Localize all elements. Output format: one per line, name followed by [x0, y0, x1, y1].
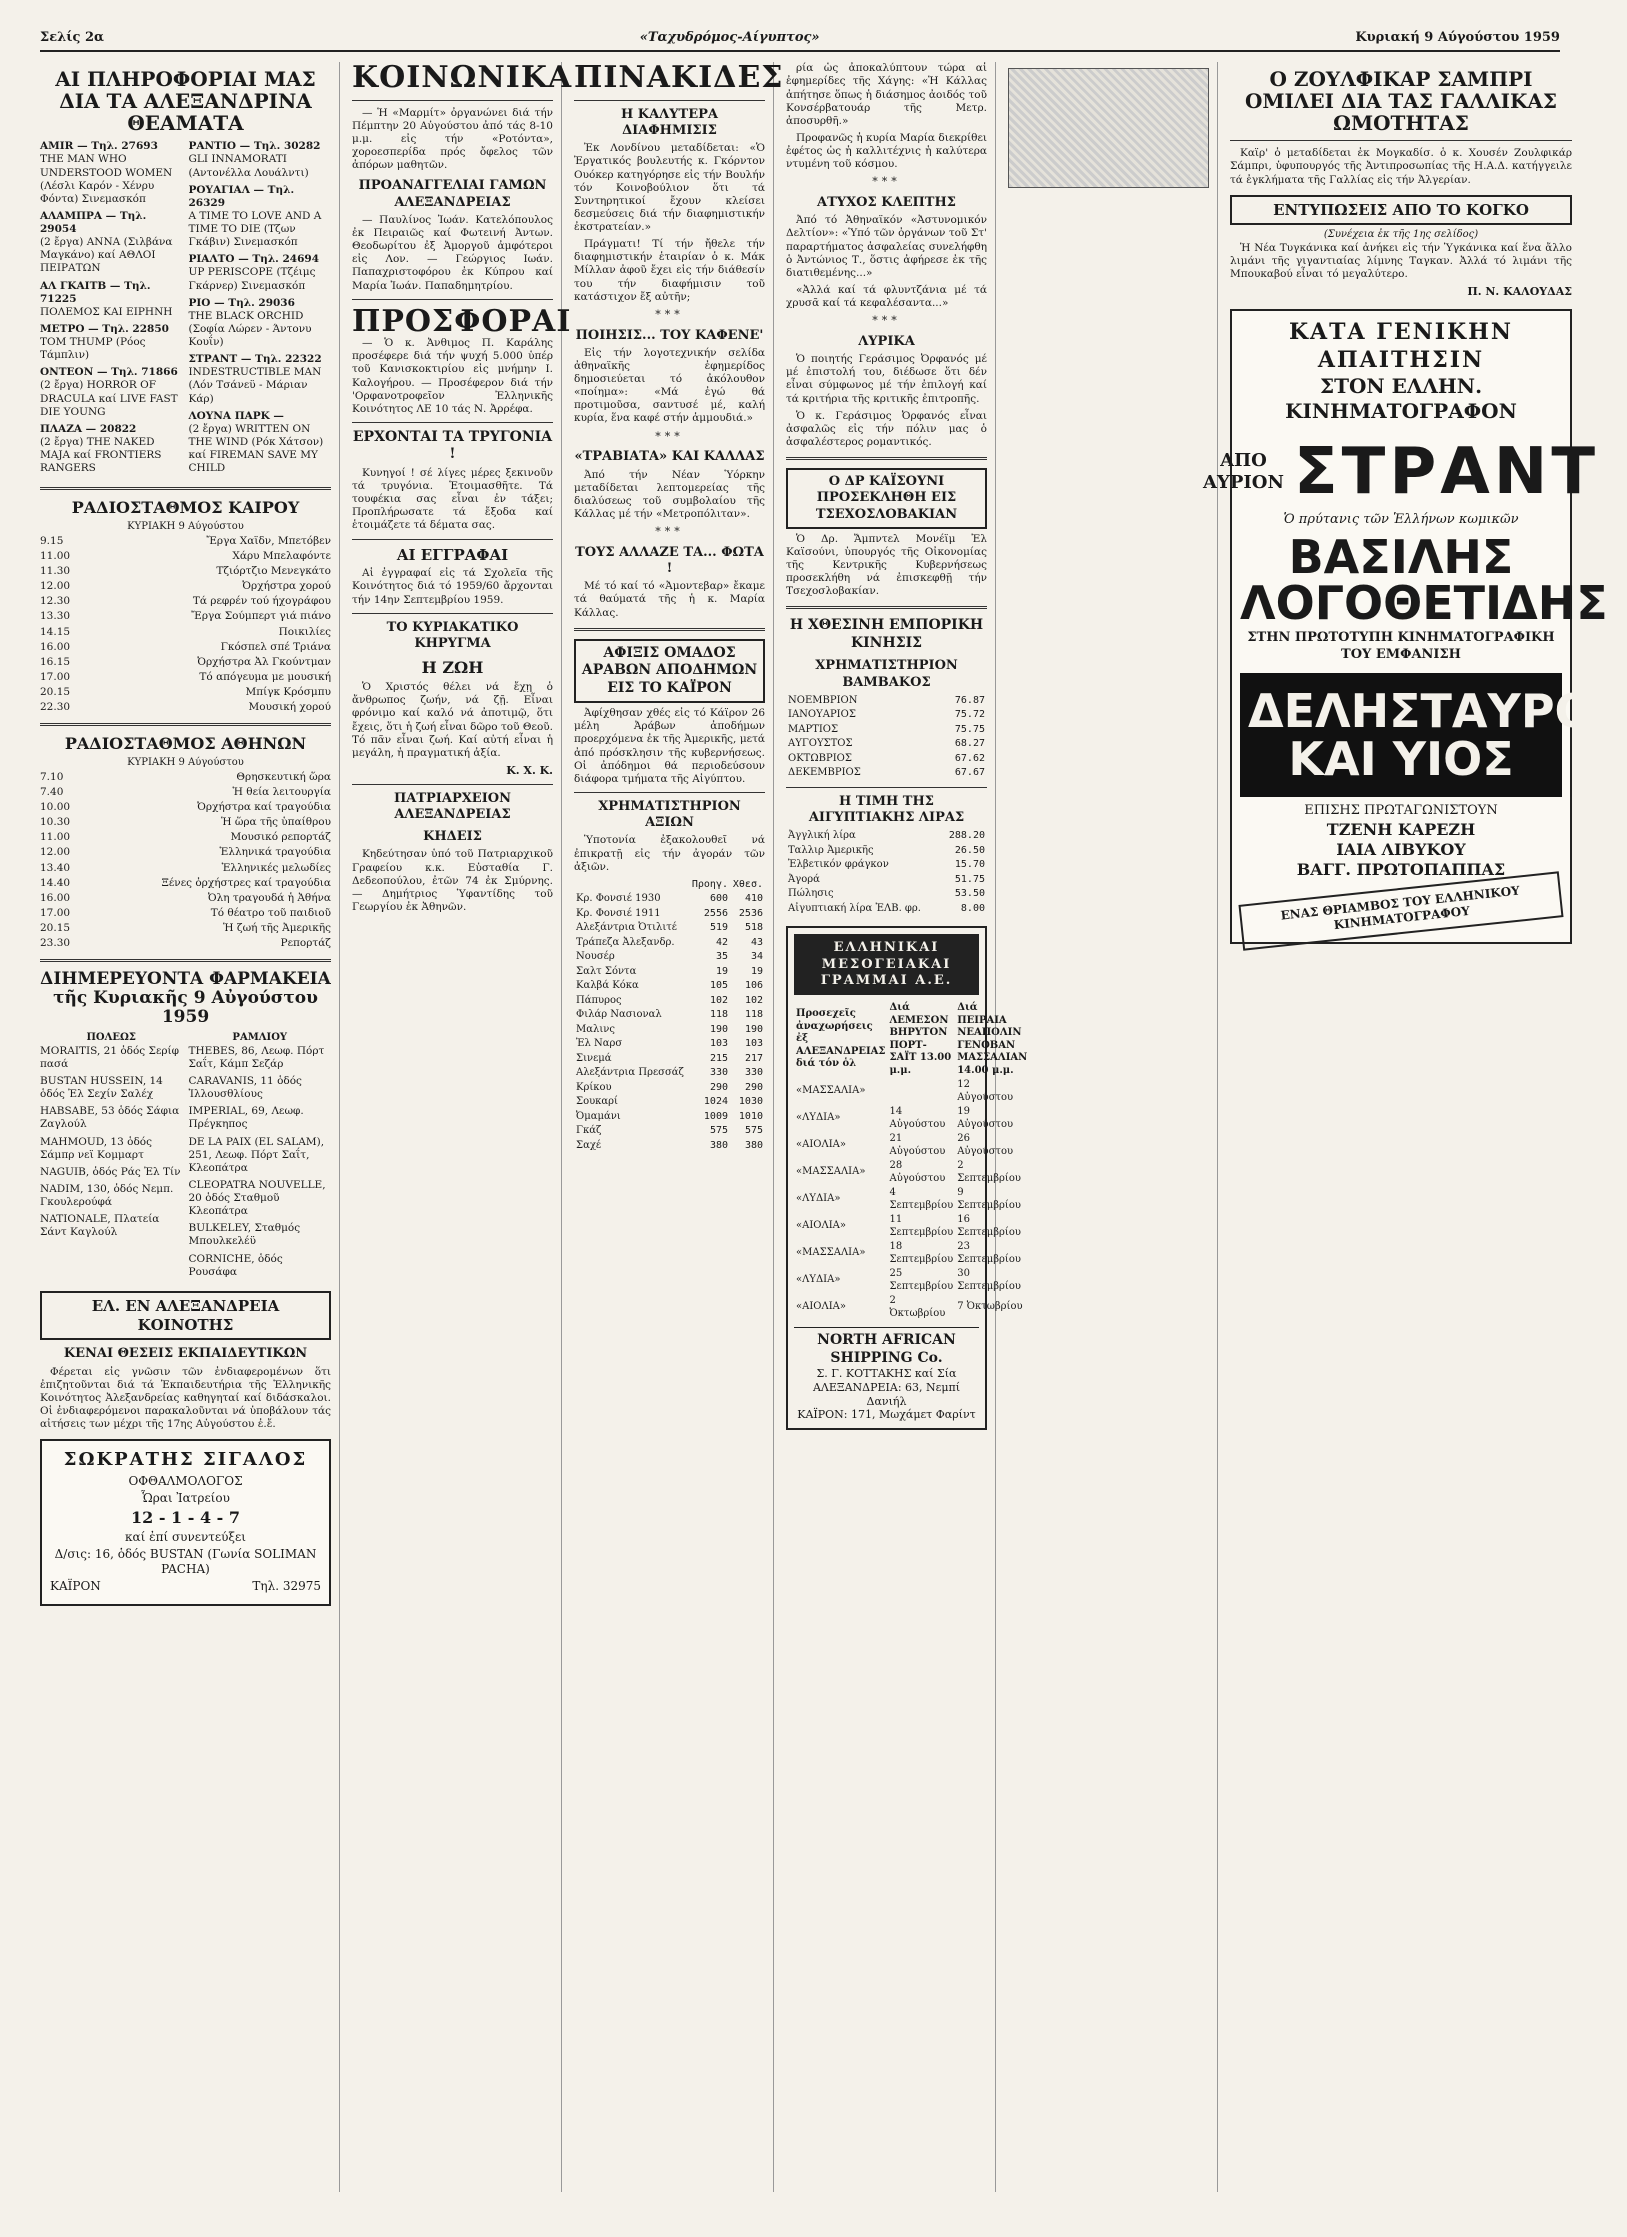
- agent-line: Σ. Γ. ΚΟΤΤΑΚΗΣ καί Σία: [816, 1367, 957, 1381]
- table-row: «ΑΙΟΛΙΑ» 21 Αὐγούστου 26 Αὐγούστου: [796, 1133, 1014, 1157]
- list-item: 23.30 Ρεπορτάζ: [40, 937, 331, 950]
- cinema-ad: [1203, 309, 1627, 944]
- doctor-hours-label: Ὧραι Ἰατρείου: [141, 1490, 230, 1505]
- table-row: Αλεξάντρια Πρεσσάζ 330 330: [576, 1067, 763, 1079]
- list-item: 17.00 Τό θέατρο τοῦ παιδιοῦ: [40, 906, 331, 919]
- notes-text: ρία ὡς ἀποκαλύπτουν τώρα αἱ ἐφημερίδες τῆς Χάγης: «Ἡ Κάλλας ἀπήτησε ὅπως ἡ διάσημος ἀοιδός τοῦ Κονσέρβατουάρ τῆς Μετρ. ἀποσυρθῆ.»: [786, 62, 987, 127]
- list-item: MORAITIS, 21 ὁδός Σερίφ πασά: [40, 1044, 180, 1070]
- market-title: Η ΧΘΕΣΙΝΗ ΕΜΠΟΡΙΚΗ ΚΙΝΗΣΙΣ: [789, 617, 984, 651]
- community-title: ΕΛ. ΕΝ ΑΛΕΞΑΝΔΡΕΙΑ ΚΟΙΝΟΤΗΣ: [40, 1291, 331, 1341]
- table-row: Ἀγγλική λίρα 288.20: [788, 830, 985, 842]
- table-row: «ΑΙΟΛΙΑ» 2 Ὀκτωβρίου 7 Ὀκτωβρίου: [796, 1295, 1023, 1319]
- list-item: 20.15 Μπίγκ Κρόσμπυ: [40, 686, 331, 698]
- issue-date: Κυριακή 9 Αύγούστου 1959: [1355, 30, 1560, 45]
- table-row: Κρίκου 290 290: [576, 1081, 763, 1093]
- patriarchate-text: Κηδεύτησαν ὑπό τοῦ Πατριαρχικοῦ Γραφείου κ.κ. Εὐσταθία Γ. Δεδεοπούλου, ἐτῶν 74 ἐκ Σμύρνης. — Δημήτριος Ὑφαντίδης τοῦ Γεωργίου ἐκ Ἀθηνῶν.: [352, 848, 553, 913]
- table-row: ΟΚΤΩΒΡΙΟΣ 67.62: [788, 752, 985, 764]
- theatre-item: ΑΛ ΓΚΑΙΤΒ — Τηλ. 71225 ΠΟΛΕΜΟΣ ΚΑΙ ΕΙΡΗΝΗ: [40, 279, 173, 318]
- agent-line: ΑΛΕΞΑΝΔΡΕΙΑ: 63, Νεμπί Δανιήλ: [812, 1380, 961, 1408]
- divider-stars: ***: [872, 175, 901, 189]
- cotton-table: [786, 694, 987, 781]
- stock-title: ΧΡΗΜΑΤΙΣΤΗΡΙΟΝ ΑΞΙΩΝ: [598, 798, 741, 831]
- pound-table: [786, 829, 987, 916]
- agent-line: ΚΑΪΡΟΝ: 171, Μωχάμετ Φαρίντ: [797, 1408, 976, 1422]
- table-row: Ἀγορά 51.75: [788, 873, 985, 885]
- table-row: Σουκαρί 1024 1030: [576, 1096, 763, 1108]
- list-item: NATIONALE, Πλατεία Σάντ Καγλούλ: [40, 1213, 160, 1239]
- shipping-table: [794, 1001, 1029, 1321]
- doctor-address: Δ/σις: 16, ὁδός BUSTAN (Γωνία SOLIMAN PACHA): [54, 1546, 317, 1576]
- masthead: [40, 30, 1560, 52]
- table-row: ΔΕΚΕΜΒΡΙΟΣ 67.67: [788, 767, 985, 779]
- pharmacy-city: [40, 1032, 183, 1283]
- list-item: 13.40 Ἑλληνικές μελωδίες: [40, 861, 331, 874]
- list-item: 14.40 Ξένες ὀρχήστρες καί τραγούδια: [40, 876, 331, 889]
- agent-name: NORTH AFRICAN SHIPPING Co.: [817, 1332, 956, 1366]
- table-row: Ταλλιρ Ἀμερικῆς 26.50: [788, 844, 985, 856]
- cinema-cast: [1240, 803, 1562, 879]
- column-right: [1203, 62, 1627, 2192]
- theatre-item: ΠΛΑΖΑ — 20822 (2 ἔργα) THE NAKED MAJA καί FRONTIERS RANGERS: [40, 422, 162, 475]
- cinema-badge: ΕΝΑΣ ΘΡΙΑΜΒΟΣ ΤΟΥ ΕΛΛΗΝΙΚΟΥ ΚΙΝΗΜΑΤΟΓΡΑΦΟΥ: [1238, 871, 1563, 950]
- table-row: Φιλάρ Νασιοναλ 118 118: [576, 1009, 763, 1021]
- list-item: DE LA PAIX (EL SALAM), 251, Λεωφ. Πόρτ Σαΐτ, Κλεοπάτρα: [188, 1135, 325, 1174]
- radio-cairo-day: ΚΥΡΙΑΚΗ 9 Αύγούστου: [127, 521, 244, 533]
- theatre-list-right: [189, 140, 332, 479]
- notes-text: Ὁ ποιητής Γεράσιμος Ὀρφανός μέ μέ ἐπιστολή του, διέδωσε ὅτι δέν εἶναι σύμφωνος μέ τήν ἐπιλογή καί τά κριτήρια τῆς κριτικῆς ἐπιτροπῆς.: [786, 353, 987, 405]
- list-item: 11.30 Τζιόρτζιο Μενεγκάτο: [40, 565, 331, 577]
- pharmacy-col-head: ΡΑΜΛΙΟΥ: [232, 1032, 288, 1044]
- list-item: 22.30 Μουσική χορού: [40, 701, 331, 714]
- community-text: Φέρεται εἰς γνῶσιν τῶν ἐνδιαφερομένων ὅτι ἐπιζητοῦνται διά τά Ἐκπαιδευτήρια τῆς Ἑλληνικῆς Κοινότητος Ἀλεξανδρείας καθηγηταί καί διδάσκαλοι. Οἱ ἐνδιαφερόμενοι παρακαλοῦνται νά ὑποβάλουν τάς αἰτήσεις των μέχρι τῆς 17ης Αὐγούστου ἐ.ἔ.: [40, 1365, 331, 1431]
- table-row: Σαλτ Σόντα 19 19: [576, 965, 763, 977]
- list-item: 11.00 Χάρυ Μπελαφόντε: [40, 549, 331, 562]
- divider-stars: ***: [872, 314, 901, 328]
- notes-heading: «ΤΡΑΒΙΑΤΑ» ΚΑΙ ΚΑΛΛΑΣ: [574, 449, 765, 465]
- column-theatres: [40, 62, 340, 2192]
- patriarchate-subtitle: ΚΗΔΕΙΣ: [423, 829, 482, 845]
- list-item: BULKELEY, Σταθμός Μπουλκελέϋ: [188, 1222, 301, 1248]
- photo-placeholder: [1008, 68, 1209, 188]
- table-row: Γκάζ 575 575: [576, 1125, 763, 1137]
- radio-cairo-title: ΡΑΔΙΟΣΤΑΘΜΟΣ ΚΑΙΡΟΥ: [71, 498, 300, 518]
- cinema-from: ΑΠΟ ΑΥΡΙΟΝ: [1203, 449, 1284, 493]
- theatre-listings: [40, 140, 331, 479]
- social-title: ΚΟΙΝΩΝΙΚΑ: [352, 60, 573, 96]
- list-item: 12.00 Ἑλληνικά τραγούδια: [40, 846, 331, 859]
- notes-text: Εἰς τήν λογοτεχνικήν σελίδα ἀθηναϊκῆς ἐφημερίδος δημοσιεύεται τό ἀκόλουθον «ποίημα»: «Μά ἐγώ θά προτιμοῦσα, σαντυσέ μέ, καλή κυρία, ἕνα καφέ στήν ἁμμουδιά.»: [574, 346, 765, 425]
- column-notes-cont: [786, 62, 1028, 2192]
- cinema-line2: ΣΤΟΝ ΕΛΛΗΝ. ΚΙΝΗΜΑΤΟΓΡΑΦΟΝ: [1285, 374, 1517, 423]
- table-row: Τράπεζα Ἀλεξανδρ. 42 43: [576, 936, 763, 948]
- arab-title: ΑΦΙΞΙΣ ΟΜΑΔΟΣ ΑΡΑΒΩΝ ΑΠΟΔΗΜΩΝ ΕΙΣ ΤΟ ΚΑΪΡΟΝ: [574, 639, 765, 704]
- theatre-item: ΜΕΤΡΟ — Τηλ. 22850 TOM THUMP (Ρόος Τάμπλιν): [40, 322, 169, 362]
- notes-text: Πράγματι! Τί τήν ἤθελε τήν διαφημιστικήν ἑταιρίαν ὁ κ. Μάκ Μίλλαν ἀφοῦ ἔχει εἰς τήν διάθεσίν του τήν διαφήμισιν τοῦ κατάστιχον ἔξ αὐτῆν;: [574, 238, 765, 303]
- pharmacy-col-head: ΠΟΛΕΩΣ: [86, 1032, 136, 1044]
- pharmacy-lists: [40, 1032, 331, 1283]
- theatre-item: ΛΟΥΝΑ ΠΑΡΚ — (2 ἔργα) WRITTEN ON THE WIND (Ρόκ Χάτσον) καί FIREMAN SAVE MY CHILD: [188, 409, 324, 475]
- table-row: Προηγ. Χθεσ.: [691, 878, 763, 890]
- table-row: Πώλησις 53.50: [788, 888, 985, 900]
- cast-label: ΕΠΙΣΗΣ ΠΡΩΤΑΓΩΝΙΣΤΟΥΝ: [1304, 803, 1498, 819]
- list-item: 14.15 Ποικιλίες: [40, 625, 331, 638]
- theatre-item: ΣΤΡΑΝΤ — Τηλ. 22322 INDESTRUCTIBLE MAN (Λόν Τσάνεϋ - Μάριαν Κάρ): [188, 353, 322, 405]
- table-row: «ΛΥΔΙΑ» 4 Σεπτεμβρίου 9 Σεπτεμβρίου: [796, 1187, 1021, 1211]
- notes-heading: ΤΟΥΣ ΑΛΛΑΖΕ ΤΑ... ΦΩΤΑ !: [575, 544, 764, 576]
- cinema-line1: ΚΑΤΑ ΓΕΝΙΚΗΝ ΑΠΑΙΤΗΣΙΝ: [1288, 319, 1514, 373]
- list-item: 7.10 Θρησκευτική ὥρα: [40, 770, 331, 783]
- divider-stars: ***: [655, 307, 684, 321]
- list-item: MAHMOUD, 13 ὁδός Σάμπρ νεϊ Κομμαρτ: [40, 1135, 152, 1161]
- impressions-title: ΕΝΤΥΠΩΣΕΙΣ ΑΠΟ ΤΟ ΚΟΓΚΟ: [1230, 195, 1572, 226]
- notes-heading: Η ΚΑΛΥΤΕΡΑ ΔΙΑΦΗΜΙΣΙΣ: [620, 106, 718, 138]
- notes-heading: ΑΤΥΧΟΣ ΚΛΕΠΤΗΣ: [817, 195, 956, 210]
- notes-heading: ΠΟΙΗΣΙΣ... ΤΟΥ ΚΑΦΕΝΕ': [575, 327, 764, 343]
- theatre-item: ΡΙΑΛΤΟ — Τηλ. 24694 UP PERISCOPE (Τζέιμς Γκάρνερ) Σινεμασκόπ: [188, 253, 320, 292]
- minister-text: Ὁ Δρ. Ἄμπντελ Μονέϊμ Ἐλ Καϊσούνι, ὑπουργός τῆς Οἰκονομίας τῆς Κεντρικῆς Κυβερνήσεως προσεκλήθη νά ἐπισκεφθῇ τήν Τσεχοσλοβακίαν.: [786, 532, 987, 598]
- doctor-name: ΣΩΚΡΑΤΗΣ ΣΙΓΑΛΟΣ: [63, 1449, 308, 1471]
- list-item: NAGUIB, ὁδός Ράς Ἐλ Τίν: [40, 1165, 181, 1178]
- table-row: Ἐλβετικόν φράγκον 15.70: [788, 859, 985, 871]
- patriarchate-title: ΠΑΤΡΙΑΡΧΕΙΟΝ ΑΛΕΞΑΝΔΡΕΙΑΣ: [393, 790, 512, 822]
- radio-athens-title: ΡΑΔΙΟΣΤΑΘΜΟΣ ΑΘΗΝΩΝ: [64, 734, 307, 754]
- table-row: Σινεμά 215 217: [576, 1052, 763, 1064]
- impressions-text: Ἡ Νέα Τυγκάνικα καί ἀνήκει εἰς τήν Ὑγκάνικα καί ἕνα ἄλλο λιμάνι τῆς γιγαντιαίας λίμνης Ταγκαν. Ἀλλά τό λιμάνι τῆς Μπουκαβού εἶναι τό μεγαλύτερο.: [1230, 241, 1572, 281]
- registrations-title: ΑΙ ΕΓΓΡΑΦΑΙ: [396, 545, 509, 564]
- list-item: 7.40 Ἡ θεία λειτουργία: [40, 785, 331, 798]
- theatre-item: ΡΑΝΤΙΟ — Τηλ. 30282 GLI INNAMORATI (Αντονέλλα Λουάλντι): [188, 140, 321, 179]
- list-item: 10.30 Ἡ ὥρα τῆς ὑπαίθρου: [40, 816, 331, 829]
- notes-text: Μέ τό καί τό «Ἀμοντεβαρ» ἔκαμε τά θαύματά τῆς ἡ κ. Μαρία Κάλλας.: [574, 580, 765, 619]
- list-item: 16.15 Ὀρχήστρα Ἀλ Γκούντμαν: [40, 655, 331, 668]
- table-row: Κρ. Φονσιέ 1911 2556 2536: [576, 907, 763, 919]
- theatre-item: ΡΙΟ — Τηλ. 29036 THE BLACK ORCHID (Σοφία Λώρεν - Άντονυ Κουΐν): [188, 296, 312, 348]
- table-row: Αἰγυπτιακή λίρα ἘΛΒ. φρ. 8.00: [788, 902, 985, 914]
- divider-stars: ***: [655, 429, 684, 443]
- notes-heading: ΛΥΡΙΚΑ: [858, 333, 915, 349]
- table-row: «ΑΙΟΛΙΑ» 11 Σεπτεμβρίου 16 Σεπτεμβρίου: [796, 1214, 1021, 1238]
- table-row: Νουσέρ 35 34: [576, 951, 763, 963]
- engagements-title: ΠΡΟΑΝΑΓΓΕΛΙΑΙ ΓΑΜΩΝ ΑΛΕΞΑΝΔΡΕΙΑΣ: [358, 178, 547, 210]
- offers-text: — Ὁ κ. Ἀνθιμος Π. Καράλης προσέφερε διά τήν ψυχή 5.000 ὑπέρ τοῦ Κανισκοκτιρίου εἰς μνήμην Ι. Καλογήρου. — Προσέφερον διά τήν 'Ορφανοτροφεῖον Ἐλληνικῆς Κοινότητος ΛΕ 10 τάς Ν. Ἀρρέφα.: [352, 337, 553, 415]
- list-item: 12.30 Τά ρεφρέν τού ήχογράφου: [40, 595, 331, 608]
- doves-text: Κυνηγοί ! σέ λίγες μέρες ξεκινοῦν τά τρυγόνια. Ἑτοιμασθῆτε. Τά τουφέκια σας εἶναι ἐν τάξει; Προπλήρωσατε τά ἔξοδα καί ἑτοιμάζετε τά δέματα σας.: [352, 466, 553, 532]
- theatre-item: ΟΝΤΕΟΝ — Τηλ. 71866 (2 ἔργα) HORROR OF DRACULA καί LIVE FAST DIE YOUNG: [40, 366, 178, 418]
- table-row: Αλεξάντρια Ὀτιλιτέ 519 518: [576, 922, 763, 934]
- list-item: 17.00 Τό απόγευμα με μουσική: [40, 670, 331, 683]
- shipping-agent: [794, 1327, 979, 1422]
- list-item: 16.00 Γκόσπελ σπέ Τριάνα: [40, 640, 331, 653]
- sermon-title: ΤΟ ΚΥΡΙΑΚΑΤΙΚΟ ΚΗΡΥΓΜΑ: [386, 619, 519, 651]
- column-filler: [1008, 62, 1218, 2192]
- community-subtitle: ΚΕΝΑΙ ΘΕΣΕΙΣ ΕΚΠΑΙΔΕΥΤΙΚΩΝ: [63, 1346, 308, 1362]
- pharmacy-title: ΔΙΗΜΕΡΕΥΟΝΤΑ ΦΑΡΜΑΚΕΙΑ τῆς Κυριακῆς 9 Αὐγούστου 1959: [40, 969, 331, 1027]
- table-row: Ἐλ Ναρσ 103 103: [576, 1038, 763, 1050]
- list-item: 16.00 Ὀλη τραγουδά ἡ Ἀθήνα: [40, 891, 331, 904]
- theatre-list-left: [40, 140, 183, 479]
- sermon-text: Ὁ Χριστός θέλει νά ἔχῃ ὁ ἄνθρωπος ζωήν, νά ζῇ. Εἶναι φρόνιμο καί καλό νά ἀποτιμῷ, ὅτι ἔχεις, ὅτι ἡ ζωή εἶναι δῶρο τοῦ Θεοῦ. Τό πᾶν εἶναι ζωή. Καί αὐτή εἶναι ἡ μεγάλη, ἡ πραγματική ἀξία.: [352, 681, 553, 759]
- list-item: THEBES, 86, Λεωφ. Πόρτ Σαΐτ, Κάμπ Σεζάρ: [188, 1044, 325, 1070]
- cinema-tagline: Ὁ πρύτανις τῶν Ἑλλήνων κωμικῶν: [1283, 512, 1519, 527]
- notes-text: Ἀπό τήν Νέαν Ὑόρκην μεταδίδεται λεπτομερείας τῆς διαλύσεως τοῦ συμβολαίου τῆς Κάλλας μέ τήν «Μετροπόλιταν».: [574, 468, 765, 520]
- list-item: CORNICHE, ὁδός Ρουσάφα: [188, 1252, 283, 1278]
- list-item: IMPERIAL, 69, Λεωφ. Πρέγκηπος: [188, 1105, 304, 1131]
- shipping-title: ΕΛΛΗΝΙΚΑΙ ΜΕΣΟΓΕΙΑΚΑΙ ΓΡΑΜΜΑΙ Α.Ε.: [794, 934, 979, 995]
- radio-athens-day: ΚΥΡΙΑΚΗ 9 Αύγούστου: [127, 757, 244, 769]
- table-row: «ΛΥΔΙΑ» 25 Σεπτεμβρίου 30 Σεπτεμβρίου: [796, 1268, 1021, 1292]
- list-item: 20.15 Ἡ ζωή τῆς Ἀμερικῆς: [40, 922, 331, 934]
- table-row: «ΜΑΣΣΑΛΙΑ» 18 Σεπτεμβρίου 23 Σεπτεμβρίου: [796, 1241, 1021, 1265]
- cinema-theatre: ΣΤΡΑΝΤ: [1293, 435, 1599, 509]
- list-item: HABSABE, 53 ὁδός Σάφια Ζαγλούλ: [40, 1105, 180, 1131]
- table-row: Καλβά Κόκα 105 106: [576, 980, 763, 992]
- cinema-sub: ΣΤΗΝ ΠΡΩΤΟΤΥΠΗ ΚΙΝΗΜΑΤΟΓΡΑΦΙΚΗ ΤΟΥ ΕΜΦΑΝΙΣΗ: [1247, 630, 1555, 662]
- list-item: 12.00 Ὀρχήστρα χορού: [40, 580, 331, 593]
- table-row: ΙΑΝΟΥΑΡΙΟΣ 75.72: [788, 709, 985, 721]
- table-row: Σαχέ 380 380: [576, 1139, 763, 1151]
- table-row: Κρ. Φονσιέ 1930 600 410: [576, 893, 763, 905]
- table-row: ΑΥΓΟΥΣΤΟΣ 68.27: [788, 738, 985, 750]
- cinema-star: ΒΑΣΙΛΗΣ ΛΟΓΟΘΕΤΙΔΗΣ: [1240, 530, 1608, 631]
- radio-cairo-list: [40, 534, 331, 716]
- doctor-note: καί ἐπί συνεντεύξει: [125, 1529, 246, 1544]
- pound-title: Η ΤΙΜΗ ΤΗΣ ΑΙΓΥΠΤΙΑΚΗΣ ΛΙΡΑΣ: [808, 793, 965, 826]
- engagements-text: — Παυλίνος Ἰωάν. Κατελόπουλος ἐκ Πειραιῶς καί Φωτεινή Ἀντων. Θεοδωρίτου ἐξ Ἀμοργοῦ ἀμφότεροι εἰς Λον. — Γεώργιος Ιωάν. Παπαχριστοφόρου ἐκ Κύπρου καί Μαρία Ἰωάν. Παπαδημητρίου.: [352, 213, 553, 292]
- list-item: NADIM, 130, ὁδός Νεμπ. Γκουλερούφά: [40, 1182, 174, 1209]
- arab-text: Ἀφίχθησαν χθές εἰς τό Κάϊρον 26 μέλη Ἀράβων ἀποδήμων προερχόμενα ἐκ τῆς Ἀμερικῆς, μετά ἀπό πρόσκλησιν τῆς κυβερνήσεως. Οἱ ἀπόδημοι θά περιοδεύσουν διάφορα τμήματα τῆς Αἰγύπτου.: [574, 707, 765, 785]
- list-item: 13.30 Ἔργα Σούμπερτ γιά πιάνο: [40, 610, 331, 623]
- notes-text: Ἐκ Λονδίνου μεταδίδεται: «Ὁ Ἐργατικός βουλευτής κ. Γκόρντον Ουόκερ κατηγόρησε εἰς τήν Βουλήν τόν Κοινοβούλιον ὅτι τά Συντηρητικοί ἔχουν κλείσει δεσμεύσεις διά τήν διαφημιστικήν ἐκστρατείαν.»: [574, 142, 765, 233]
- pharmacy-ramleh: [189, 1032, 332, 1283]
- radio-athens-list: [40, 770, 331, 952]
- cast-member: ΙΑΙΑ ΛΙΒΥΚΟΥ: [1336, 839, 1466, 859]
- table-row: «ΜΑΣΣΑΛΙΑ» 28 Αὐγούστου 2 Σεπτεμβρίου: [796, 1160, 1021, 1184]
- table-row: «ΛΥΔΙΑ» 14 Αὐγούστου 19 Αὐγούστου: [796, 1106, 1014, 1130]
- theatre-item: ΡΟΥΑΓΙΑΛ — Τηλ. 26329 A TIME TO LOVE AND A TIME TO DIE (Τζων Γκάβιν) Σινεμασκόπ: [188, 183, 322, 249]
- theatres-title: ΑΙ ΠΛΗΡΟΦΟΡΙΑΙ ΜΑΣ ΔΙΑ ΤΑ ΑΛΕΞΑΝΔΡΙΝΑ ΘΕΑΜΑΤΑ: [55, 67, 316, 136]
- notes-text: Ἀπό τό Ἀθηναϊκόν «Ἀστυνομικόν Δελτίον»: «Ὑπό τῶν ὀργάνων τοῦ Στ' παραρτήματος ἀσφαλείας συνελήφθη ὁ Ἀντώνιος Τ., ὅστις ἀφήρεσε ἐκ τῆς διατιθεμένης...»: [786, 214, 987, 279]
- doctor-ad: [40, 1439, 331, 1606]
- notes-text: «Ἀλλά καί τά φλυντζάνια μέ τά χρυσᾶ καί τά κεφαλέσαντα...»: [786, 283, 987, 309]
- table-row: Πάπυρος 102 102: [576, 994, 763, 1006]
- list-item: 10.00 Ὀρχήστρα καί τραγούδια: [40, 801, 331, 813]
- doves-title: ΕΡΧΟΝΤΑΙ ΤΑ ΤΡΥΓΟΝΙΑ !: [352, 428, 553, 463]
- sermon-subtitle: Η ΖΩΗ: [421, 658, 484, 678]
- list-item: 9.15 Ἔργα Χαϊδν, Μπετόβεν: [40, 534, 331, 547]
- cast-member: ΤΖΕΝΗ ΚΑΡΕΖΗ: [1326, 819, 1476, 839]
- notes-text: Ὁ κ. Γεράσιμος Ὀρφανός εἶναι ἀσφαλῶς εἰς τήν πόλιν μας ὁ ἀσφαλέστερος ρομαντικός.: [786, 409, 987, 448]
- registrations-text: Αἱ ἐγγραφαί εἰς τά Σχολεῖα τῆς Κοινότητος διά τό 1959/60 ἄρχονται τήν 14ην Σεπτεμβρίου 1959.: [352, 567, 553, 606]
- sermon-signature: Κ. Χ. Κ.: [506, 763, 553, 777]
- list-item: 11.00 Μουσικό ρεπορτάζ: [40, 831, 331, 844]
- list-item: CLEOPATRA NOUVELLE, 20 ὁδός Σταθμοῦ Κλεοπάτρα: [188, 1178, 326, 1218]
- table-row: Ὀμαμάνι 1009 1010: [576, 1110, 763, 1122]
- list-item: BUSTAN HUSSEIN, 14 ὁδός Ἐλ Σεχίν Σαλέχ: [40, 1075, 163, 1101]
- table-row: Μαλινς 190 190: [576, 1023, 763, 1035]
- theatre-item: AMIR — Τηλ. 27693 THE MAN WHO UNDERSTOOD WOMEN (Λέσλι Καρόν - Χένρυ Φόντα) Σινεμασκόπ: [40, 140, 173, 205]
- impressions-cont: (Συνέχεια ἐκ τῆς 1ης σελίδος): [1323, 229, 1479, 241]
- offers-title: ΠΡΟΣΦΟΡΑΙ: [352, 303, 572, 339]
- stock-text: Ὑποτονία ἐξακολουθεῖ νά ἐπικρατῇ εἰς τήν ἀγοράν τῶν ἀξιῶν.: [574, 834, 765, 873]
- cast-member: ΒΑΓΓ. ΠΡΩΤΟΠΑΠΠΑΣ: [1296, 859, 1506, 879]
- social-intro: — Ἡ «Μαρμίτ» ὀργανώνει διά τήν Πέμπτην 20 Αὐγούστου ἀπό τάς 8-10 μ.μ. εἰς τήν «Ροτόντα», χοροεσπερίδα πρός ὄφελος τῶν ἀπόρων μαθητῶν.: [352, 106, 553, 172]
- column-notes: [574, 60, 784, 2192]
- shipping-ad: [786, 926, 1028, 1430]
- doctor-role: ΟΦΘΑΛΜΟΛΟΓΟΣ: [128, 1473, 243, 1488]
- notes-text: Προφανῶς ἡ κυρία Μαρία διεκρίθει ἐφέτος ὡς ἡ καλλιτέχνις ἡ καλύτερα ντυμένη τοῦ κόσμου.: [786, 131, 987, 171]
- sabri-title: Ο ΖΟΥΛΦΙΚΑΡ ΣΑΜΠΡΙ ΟΜΙΛΕΙ ΔΙΑ ΤΑΣ ΓΑΛΛΙΚΑΣ ΩΜΟΤΗΤΑΣ: [1244, 67, 1557, 136]
- table-row: ΝΟΕΜΒΡΙΟΝ 76.87: [788, 694, 985, 706]
- table-row: «ΜΑΣΣΑΛΙΑ» 12 Αὐγούστου: [796, 1079, 1014, 1103]
- page-number: Σελίς 2α: [40, 30, 104, 45]
- cinema-film-title: ΔΕΛΗΣΤΑΥΡΟΥ ΚΑΙ ΥΙΟΣ: [1240, 673, 1562, 798]
- column-social: [352, 60, 573, 2192]
- list-item: CARAVANIS, 11 ὁδός Ἰλλουσθλίους: [188, 1075, 302, 1101]
- doctor-city: ΚΑΪΡΟΝ: [50, 1578, 101, 1593]
- notes-title: ΠΙΝΑΚΙΔΕΣ: [574, 60, 784, 96]
- divider-stars: ***: [655, 525, 684, 538]
- sabri-text: Καϊρ' ὁ μεταδίδεται ἐκ Μογκαδίσ. ὁ κ. Χουσέν Ζουλφικάρ Σάμπρι, ὑφυπουργός τῆς Ἀντιπροσωπίας τῆς Η.Α.Δ. κατήγγειλε τά ἐγκλήματα τῆς Γαλλίας εἰς τήν Ἀλγερίαν.: [1230, 147, 1572, 186]
- table-row: ΜΑΡΤΙΟΣ 75.75: [788, 723, 985, 735]
- doctor-hours: 12 - 1 - 4 - 7: [130, 1507, 240, 1527]
- table-row: Προσεχεῖς ἀναχωρήσεις ἐξ ΑΛΕΞΑΝΔΡΕΙΑΣ διά τόν ὁλ Διά ΛΕΜΕΣΟΝ ΒΗΡΥΤΟΝ ΠΟΡΤ-ΣΑΪΤ 13.00 μ.μ. Διά ΠΕΙΡΑΙΑ ΝΕΑΠΟΛΙΝ ΓΕΝΟΒΑΝ ΜΑΣΣΑΛΙΑΝ 14.00 μ.μ.: [796, 1002, 1028, 1076]
- stock-table: [574, 878, 765, 1154]
- doctor-tel: Τηλ. 32975: [252, 1578, 321, 1593]
- paper-name: «Ταχυδρόμος-Αίγυπτος»: [639, 30, 820, 45]
- theatre-item: ΑΛΑΜΠΡΑ — Τηλ. 29054 (2 ἔργα) ΑΝΝΑ (Σιλβάνα Μαγκάνο) καί ΑΘΛΟΙ ΠΕΙΡΑΤΩΝ: [40, 209, 173, 275]
- cotton-title: ΧΡΗΜΑΤΙΣΤΗΡΙΟΝ ΒΑΜΒΑΚΟΣ: [815, 658, 958, 690]
- minister-title: Ο ΔΡ ΚΑΪΣΟΥΝΙ ΠΡΟΣΕΚΛΗΘΗ ΕΙΣ ΤΣΕΧΟΣΛΟΒΑΚΙΑΝ: [786, 468, 987, 529]
- impressions-signature: Π. Ν. ΚΑΛΟΥΔΑΣ: [1467, 285, 1572, 299]
